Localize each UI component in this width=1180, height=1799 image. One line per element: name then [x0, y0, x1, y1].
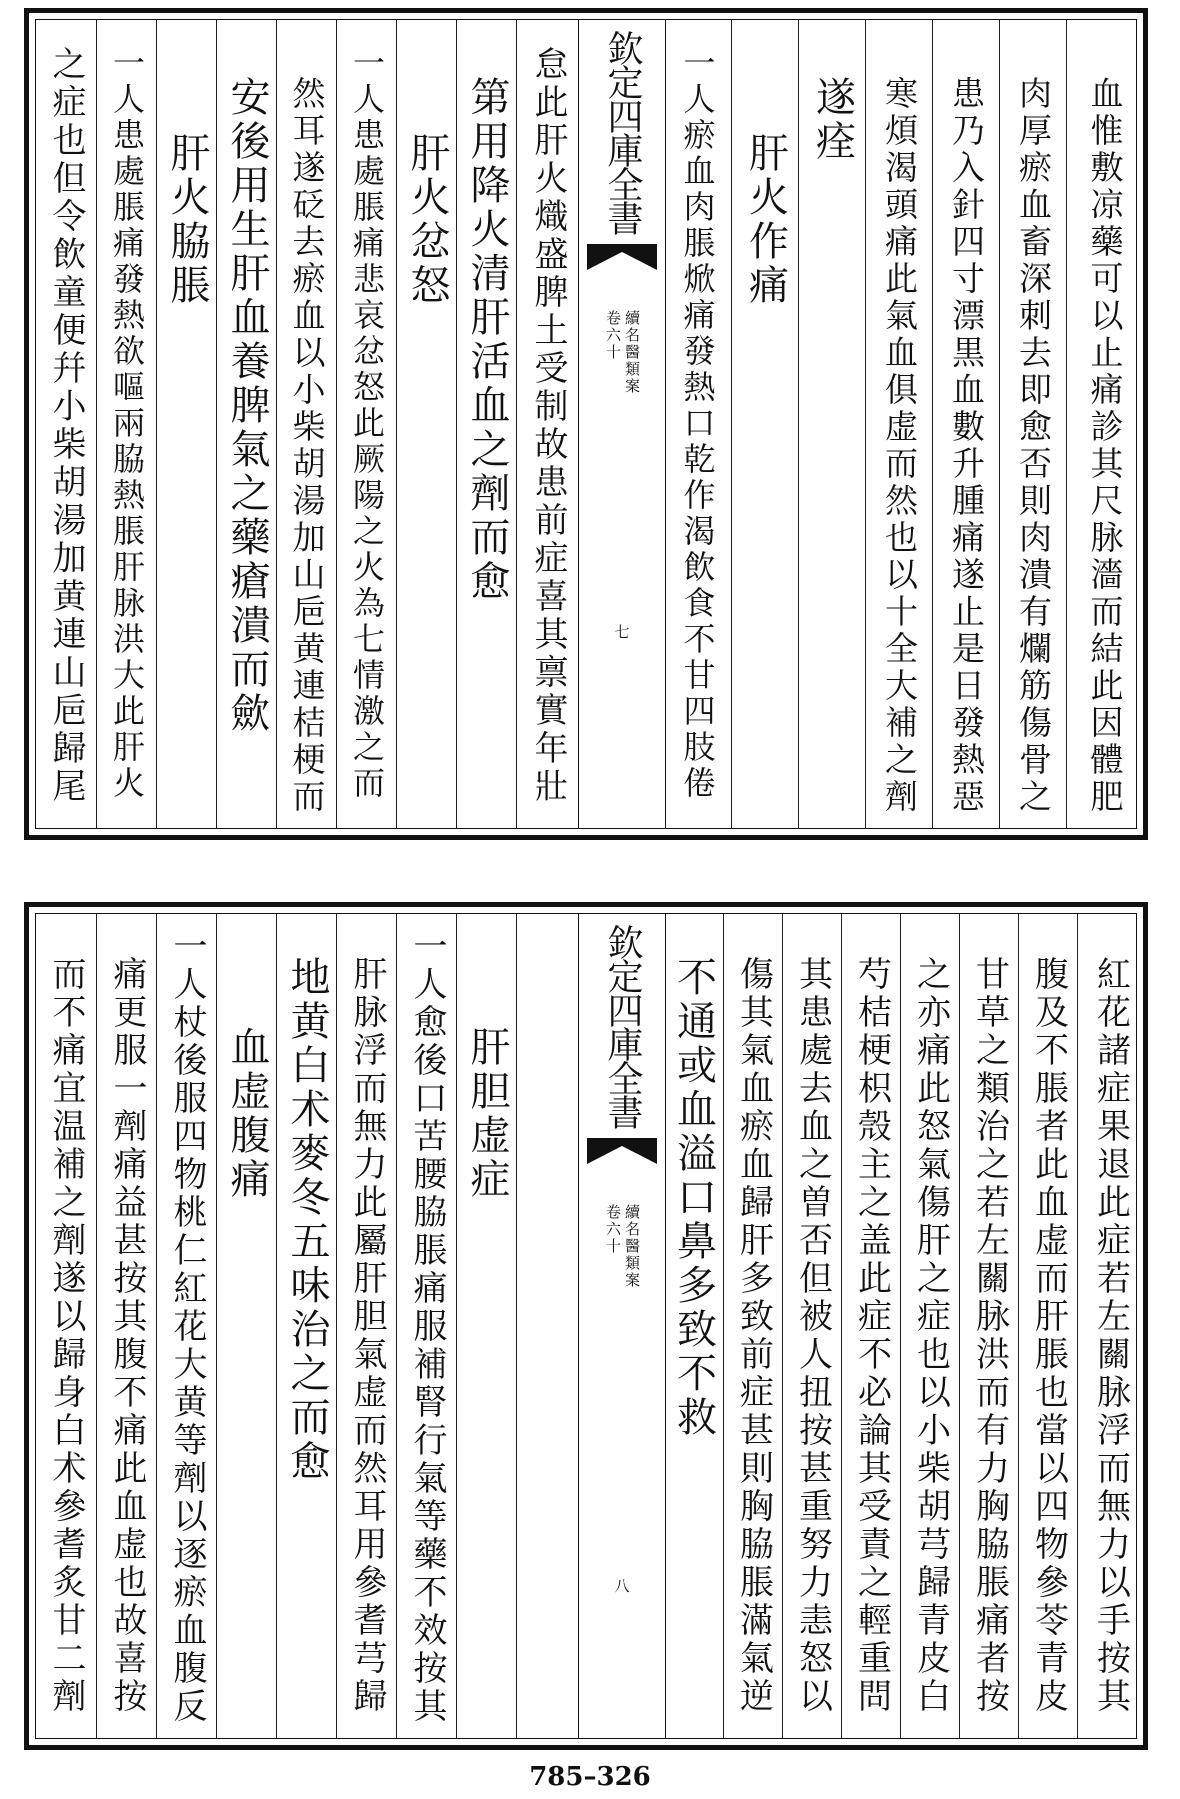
page-top: [24, 8, 1148, 840]
text-column: [396, 20, 457, 828]
text-column: [156, 20, 217, 828]
text-column: [865, 20, 933, 828]
spine-book-name: 續名醫類案: [623, 310, 641, 395]
text-column: [932, 20, 1000, 828]
text-column: [216, 914, 277, 1738]
column-text: 然耳遂砭去瘀血以小柴胡湯加山巵黄連桔梗而: [287, 76, 327, 816]
text-column: [1077, 914, 1143, 1738]
spine-page-number: 七: [612, 624, 631, 639]
text-column: [841, 914, 901, 1738]
text-column: [798, 20, 866, 828]
section-heading: 肝火忿怒: [404, 132, 450, 308]
spine: [578, 20, 666, 828]
text-column: [900, 914, 960, 1738]
left-half: [36, 20, 578, 828]
spine-title: 欽定四庫全書: [602, 30, 643, 234]
column-text: 遂痊: [809, 76, 856, 164]
column-text: 而不痛宜温補之劑遂以歸身白术參耆炙甘二劑: [46, 956, 86, 1716]
column-text: 痛更服一劑痛益甚按其腹不痛此血虚也故喜按: [107, 956, 147, 1716]
text-column: [216, 20, 277, 828]
fish-tail-ornament: [587, 1138, 657, 1164]
column-text: 腹及不脹者此血虚而肝脹也當以四物參苓青皮: [1028, 956, 1069, 1716]
text-column: [516, 914, 579, 1738]
spine-volume: [605, 310, 639, 395]
column-text: 肉厚瘀血畜深刺去即愈否則肉潰有爛筋傷骨之: [1014, 76, 1053, 816]
column-text: 地黄白术麥冬五味治之而愈: [284, 956, 330, 1484]
spine-volume: [605, 1204, 639, 1289]
text-column: [96, 914, 157, 1738]
right-half: [664, 20, 1136, 828]
right-half: [664, 914, 1136, 1738]
text-column: [156, 914, 217, 1738]
text-column: [276, 20, 337, 828]
text-column: [664, 914, 723, 1738]
column-text: 芍桔梗枳殼主之盖此症不必論其受責之輕重問: [851, 956, 892, 1716]
left-half: [36, 914, 578, 1738]
column-text: 血惟敷凉藥可以止痛診其尺脉濇而結此因體肥: [1085, 76, 1125, 816]
text-column: [36, 914, 96, 1738]
column-text: 安後用生肝血養脾氣之藥瘡潰而歛: [224, 76, 270, 736]
column-text: 其患處去血之曽否但被人扭按甚重努力恚怒以: [792, 956, 833, 1716]
text-column: [782, 914, 842, 1738]
spine-title: 欽定四庫全書: [602, 924, 643, 1128]
column-text: 甘草之類治之若左關脉洪而有力胸脇脹痛者按: [969, 956, 1010, 1716]
text-column: [516, 20, 579, 828]
column-text: 傷其氣血瘀血歸肝多致前症甚則胸脇脹滿氣逆: [733, 956, 774, 1716]
column-text: 一人愈後口苦腰脇脹痛服補腎行氣等藥不效按其: [407, 928, 447, 1726]
column-text: 一人患處脹痛發熱欲嘔兩脇熱脹肝脉洪大此肝火: [108, 46, 146, 802]
column-text: 一人瘀血肉脹焮痛發熱口乾作渴飲食不甘四肢倦: [678, 46, 717, 802]
section-heading: 肝火作痛: [742, 132, 789, 308]
spine-book-name: 續名醫類案: [623, 1204, 641, 1289]
text-column: [456, 914, 517, 1738]
column-text: 紅花諸症果退此症若左關脉浮而無力以手按其: [1090, 956, 1131, 1716]
text-column: [999, 20, 1067, 828]
spine-volume-number: 卷六十: [604, 310, 622, 361]
column-text: 患乃入針四寸漂黒血數升腫痛遂止是日發熱惡: [947, 76, 986, 816]
text-column: [276, 914, 337, 1738]
column-text: 肝脉浮而無力此屬肝胆氣虚而然耳用參耆芎歸: [347, 956, 387, 1716]
text-column: [96, 20, 157, 828]
spine-volume-number: 卷六十: [604, 1204, 622, 1255]
text-column: [336, 20, 397, 828]
column-text: 一人杖後服四物桃仁紅花大黄等劑以逐瘀血腹反: [167, 928, 207, 1726]
column-text: 之亦痛此怒氣傷肝之症也以小柴胡芎歸青皮白: [910, 956, 951, 1716]
text-column: [723, 914, 783, 1738]
spine: [578, 914, 666, 1738]
section-heading: 肝火脇脹: [164, 132, 210, 308]
text-column: [959, 914, 1019, 1738]
column-text: 一人患處脹痛悲哀忿怒此厥陽之火為七情激之而: [348, 46, 386, 802]
column-text: 寒煩渴頭痛此氣血俱虚而然也以十全大補之劑: [880, 76, 919, 816]
text-column: [731, 20, 799, 828]
text-column: [396, 914, 457, 1738]
text-column: [1018, 914, 1078, 1738]
spine-page-number: 八: [612, 1578, 631, 1593]
column-text: 之症也但令飲童便幷小柴胡湯加黄連山巵歸尾: [46, 46, 86, 806]
section-heading: 血虚腹痛: [224, 1026, 270, 1202]
text-column: [664, 20, 731, 828]
text-column: [336, 914, 397, 1738]
text-column: [1066, 20, 1143, 828]
fish-tail-ornament: [587, 244, 657, 270]
column-text: 不通或血溢口鼻多致不救: [670, 956, 717, 1440]
text-column: [456, 20, 517, 828]
column-text: 第用降火清肝活血之劑而愈: [464, 76, 510, 604]
text-column: [36, 20, 96, 828]
column-text: 怠此肝火熾盛脾土受制故患前症喜其禀實年壯: [528, 46, 568, 806]
page-reference-number: 785–326: [529, 1762, 651, 1792]
page-bottom: [24, 902, 1148, 1750]
section-heading: 肝胆虚症: [464, 1026, 510, 1202]
